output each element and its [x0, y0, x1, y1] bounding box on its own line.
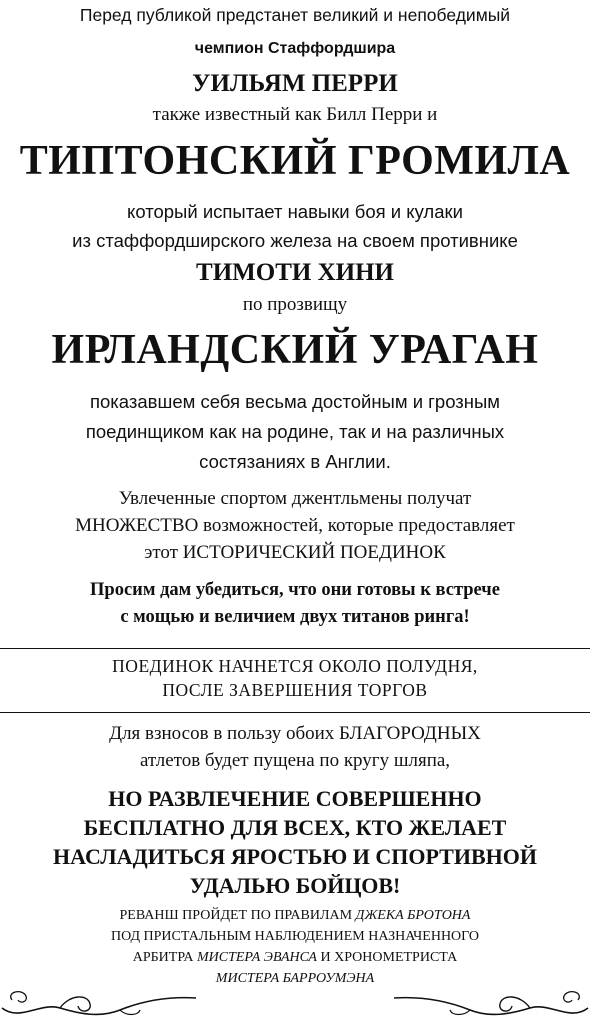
fighter2-nickname: ИРЛАНДСКИЙ УРАГАН [51, 327, 539, 373]
timekeeper-name: МИСТЕРА БАРРОУМЭНА [215, 971, 375, 986]
timekeeper-label: И ХРОНОМЕТРИСТА [316, 950, 458, 965]
rules-line-2: ПОД ПРИСТАЛЬНЫМ НАБЛЮДЕНИЕМ НАЗНАЧЕННОГО [110, 929, 480, 944]
hat-line-1: Для взносов в пользу обоих БЛАГОРОДНЫХ [109, 723, 481, 744]
desc-line-2: поединщиком как на родине, так и на различных [85, 421, 505, 442]
by-nickname: по прозвищу [242, 294, 348, 315]
divider-bottom [0, 712, 590, 713]
free-line-3: НАСЛАДИТЬСЯ ЯРОСТЬЮ И СПОРТИВНОЙ [53, 844, 537, 869]
referee-label: АРБИТРА [132, 950, 197, 965]
intro-line-2: чемпион Стаффордшира [194, 40, 396, 57]
start-time-line-1: ПОЕДИНОК НАЧНЕТСЯ ОКОЛО ПОЛУДНЯ, [112, 656, 478, 676]
desc-line-3: состязаниях в Англии. [199, 451, 391, 472]
right-flourish-ornament [390, 982, 590, 1022]
desc-line-1: показавшем себя весьма достойным и грозным [90, 391, 500, 412]
rules-line-1 [0, 908, 590, 924]
rules-author: ДЖЕКА БРОТОНА [355, 908, 471, 923]
ladies-line-1: Просим дам убедиться, что они готовы к встрече [90, 580, 500, 600]
fighter2-name: ТИМОТИ ХИНИ [196, 259, 394, 286]
free-line-1: НО РАЗВЛЕЧЕНИЕ СОВЕРШЕННО [108, 786, 482, 811]
free-line-4: УДАЛЬЮ БОЙЦОВ! [189, 873, 401, 898]
gentlemen-line-3: этот ИСТОРИЧЕСКИЙ ПОЕДИНОК [144, 542, 446, 563]
free-line-2: БЕСПЛАТНО ДЛЯ ВСЕХ, КТО ЖЕЛАЕТ [83, 815, 507, 840]
test-line-1: который испытает навыки боя и кулаки [127, 201, 463, 222]
gentlemen-line-2: МНОЖЕСТВО возможностей, которые предоставляет [75, 515, 515, 536]
fighter1-nickname: ТИПТОНСКИЙ ГРОМИЛА [19, 138, 571, 184]
test-line-2: из стаффордширского железа на своем противнике [72, 230, 518, 251]
left-flourish-ornament [0, 982, 200, 1022]
start-time-line-2: ПОСЛЕ ЗАВЕРШЕНИЯ ТОРГОВ [162, 680, 428, 700]
referee-name: МИСТЕРА ЭВАНСА [196, 950, 317, 965]
gentlemen-line-1: Увлеченные спортом джентльмены получат [118, 488, 472, 509]
ladies-line-2: с мощью и величием двух титанов ринга! [120, 607, 470, 627]
hat-line-2: атлетов будет пущена по кругу шляпа, [139, 750, 451, 771]
fighter1-name: УИЛЬЯМ ПЕРРИ [192, 70, 398, 97]
rules-line-3 [0, 950, 590, 966]
rules-text: РЕВАНШ ПРОЙДЕТ ПО ПРАВИЛАМ [119, 908, 356, 923]
aka-line: также известный как Билл Перри и [152, 104, 438, 125]
intro-line-1: Перед публикой предстанет великий и непобедимый [79, 5, 511, 25]
divider-top [0, 648, 590, 649]
